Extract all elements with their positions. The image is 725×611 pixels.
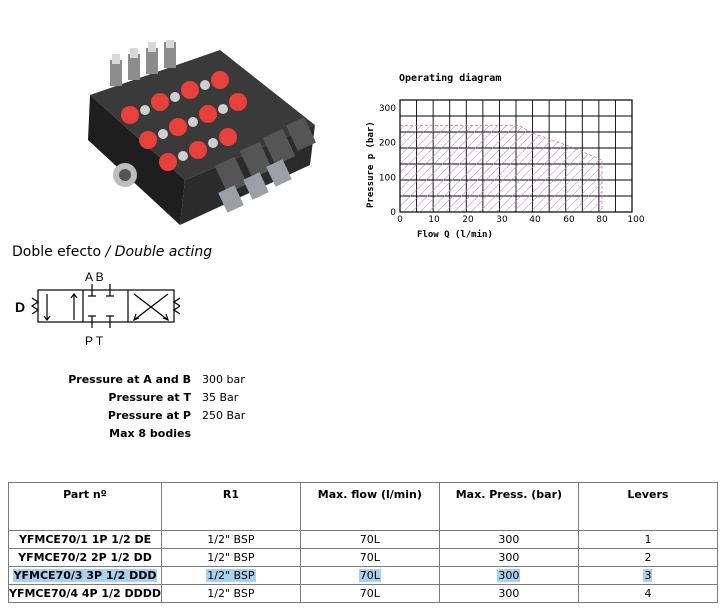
operating-diagram-chart — [360, 85, 650, 245]
col-header-r1: R1 — [162, 483, 301, 531]
levers-cell: 2 — [578, 549, 717, 567]
spec-label: Pressure at A and B — [68, 373, 191, 386]
x-tick-label: 100 — [627, 215, 645, 225]
acting-title — [12, 244, 212, 260]
spec-label: Pressure at P — [107, 409, 191, 422]
table-row-selected[interactable] — [9, 567, 718, 585]
spec-label: Max 8 bodies — [109, 427, 191, 440]
table-row[interactable] — [9, 585, 718, 603]
x-tick-label: 80 — [596, 215, 608, 225]
spec-label: Pressure at T — [108, 391, 191, 404]
max-press-cell: 300 — [439, 531, 578, 549]
acting-separator: / — [101, 244, 115, 260]
col-header-part-no: Part nº — [9, 483, 162, 531]
x-axis-label: Flow Q (l/min) — [417, 230, 493, 240]
max-flow-cell: 70L — [300, 531, 439, 549]
parts-table — [8, 482, 718, 603]
col-header-max-press: Max. Press. (bar) — [439, 483, 578, 531]
max-press-cell: 300 — [439, 549, 578, 567]
product-photo — [70, 40, 320, 250]
spec-value: 35 Bar — [202, 391, 239, 404]
y-tick-labels — [379, 104, 396, 218]
valve-symbol-diagram — [10, 268, 180, 350]
max-flow-cell: 70L — [300, 585, 439, 603]
diagram-title: Operating diagram — [399, 73, 502, 84]
x-tick-label: 30 — [496, 215, 508, 225]
operating-region — [400, 125, 602, 212]
y-tick-label: 300 — [378, 104, 396, 114]
spec-value: 250 Bar — [202, 409, 246, 422]
part-number-cell: YFMCE70/2 2P 1/2 DD — [9, 549, 162, 567]
part-number-cell: YFMCE70/3 3P 1/2 DDD — [9, 567, 162, 585]
table-row[interactable] — [9, 549, 718, 567]
col-header-levers: Levers — [578, 483, 717, 531]
x-tick-label: 10 — [428, 215, 440, 225]
acting-alt: Double acting — [114, 244, 213, 260]
part-number-cell: YFMCE70/1 1P 1/2 DE — [9, 531, 162, 549]
levers-cell: 1 — [578, 531, 717, 549]
levers-cell: 4 — [578, 585, 717, 603]
levers-cell: 3 — [578, 567, 717, 585]
x-tick-label: 0 — [397, 215, 403, 225]
valve-body — [88, 40, 316, 225]
x-tick-label: 60 — [563, 215, 575, 225]
y-tick-label: 100 — [378, 173, 396, 184]
table-header-row — [9, 483, 718, 531]
x-tick-labels — [397, 215, 645, 225]
acting-main: Doble efecto — [12, 244, 102, 260]
r1-cell: 1/2" BSP — [162, 549, 301, 567]
y-axis-label: Pressure p (bar) — [366, 121, 376, 208]
r1-cell: 1/2" BSP — [162, 585, 301, 603]
max-press-cell: 300 — [439, 567, 578, 585]
max-flow-cell: 70L — [300, 567, 439, 585]
max-press-cell: 300 — [439, 585, 578, 603]
y-tick-label: 0 — [390, 208, 396, 218]
part-number-cell: YFMCE70/4 4P 1/2 DDDD — [9, 585, 162, 603]
table-row[interactable] — [9, 531, 718, 549]
x-tick-label: 20 — [462, 215, 474, 225]
r1-cell: 1/2" BSP — [162, 531, 301, 549]
symbol-top-ports: A B — [85, 270, 104, 284]
spec-value: 300 bar — [202, 373, 245, 386]
r1-cell: 1/2" BSP — [162, 567, 301, 585]
y-tick-label: 200 — [378, 138, 396, 149]
x-tick-label: 40 — [529, 215, 541, 225]
max-flow-cell: 70L — [300, 549, 439, 567]
symbol-label: D — [15, 299, 26, 315]
symbol-bottom-ports: P T — [85, 334, 104, 348]
col-header-max-flow: Max. flow (l/min) — [300, 483, 439, 531]
